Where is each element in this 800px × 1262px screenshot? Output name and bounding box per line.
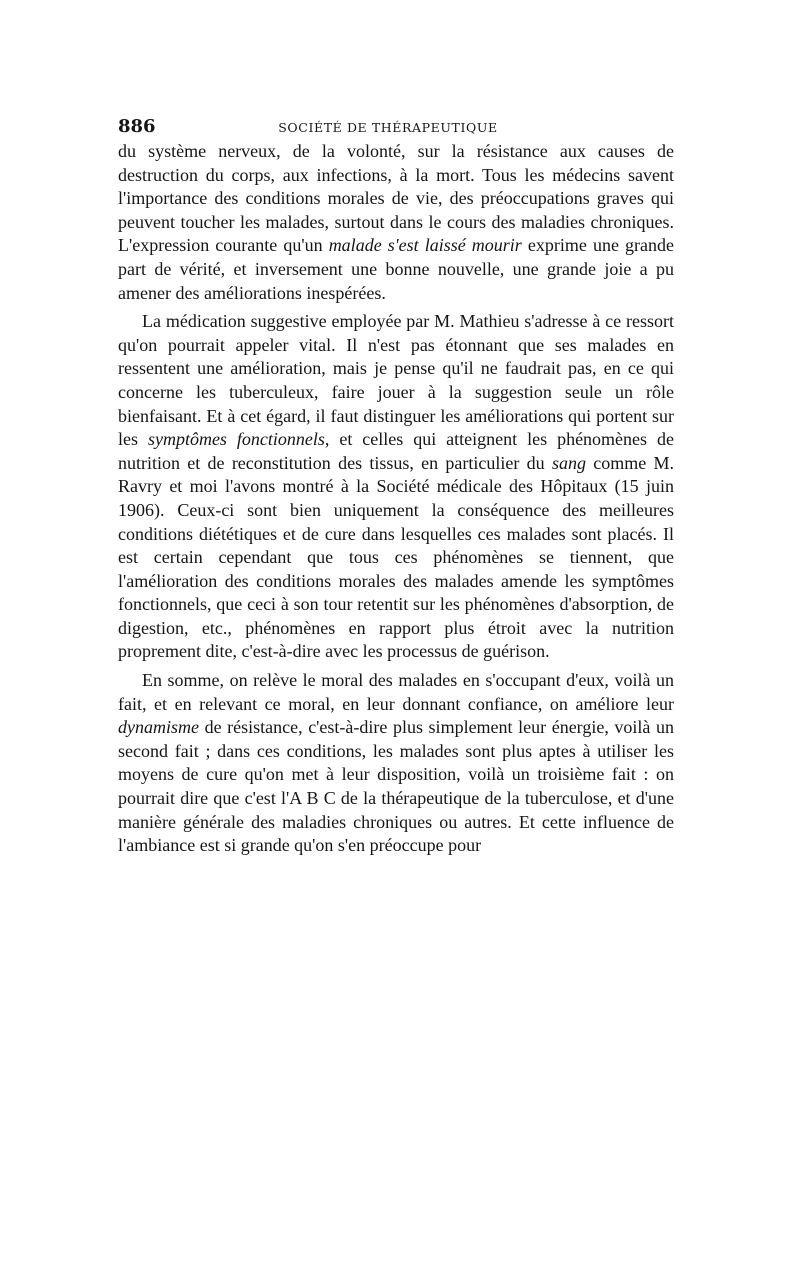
italic-word: dynamisme (118, 717, 199, 738)
page-header (118, 116, 674, 140)
text-run: comme M. Ravry et moi l'avons montré à la Société médicale des Hôpitaux (15 juin 1906). Ceux-ci sont bien uniquement la conséquence des meilleures conditions diététiques et de cure dans lesquelles ces malades sont placés. Il est certain cependant que tous ces phénomènes se tiennent, que l'amélioration des conditions morales des malades amende les symptômes fonctionnels, que ceci à son tour retentit sur les phénomènes d'absorption, de digestion, etc., phénomènes en rapport plus étroit avec la nutrition proprement dite, c'est-à-dire avec les processus de guérison. (118, 452, 674, 662)
text-run: exprime une grande part de vérité, et inversement une bonne nouvelle, une grande joie a pu amener des améliorations inespérées. (118, 235, 674, 303)
text-run: de résistance, c'est-à-dire plus simplement leur énergie, voilà un second fait ; dans ces conditions, les malades sont plus aptes à utiliser les moyens de cure qu'on met à leur disposition, voilà un troisième fait : on pourrait dire que c'est l'A B C de la thérapeutique de la tuberculose, et d'une manière générale des maladies chroniques ou autres. Et cette influence de l'ambiance est si grande qu'on s'en préoccupe pour (118, 717, 674, 856)
italic-phrase: symptômes fonctionnels (147, 429, 325, 450)
paragraph-2 (118, 310, 674, 664)
italic-phrase: malade s'est laissé mourir (328, 235, 522, 256)
text-run: La médication suggestive employée par M. Mathieu s'adresse à ce ressort qu'on pourrait appeler vital. Il n'est pas étonnant que ses malades en ressentent une amélioration, mais je pense qu'il ne faudrait pas, en ce qui concerne les tuberculeux, faire jouer à la suggestion seule un rôle bienfaisant. Et à cet égard, il faut distinguer les améliorations qui portent sur les (118, 311, 674, 450)
italic-word: sang (551, 452, 586, 473)
paragraph-1 (118, 140, 674, 305)
paragraph-3 (118, 669, 674, 858)
text-run: En somme, on relève le moral des malades en s'occupant d'eux, voilà un fait, et en relevant ce moral, en leur donnant confiance, on améliore leur (118, 670, 674, 714)
running-title: SOCIÉTÉ DE THÉRAPEUTIQUE (278, 120, 498, 135)
page-number: 886 (118, 116, 156, 137)
text-run: , et celles qui atteignent les phénomènes de nutrition et de reconstitution des tissus, en particulier du (118, 429, 674, 473)
text-run: du système nerveux, de la volonté, sur la résistance aux causes de destruction du corps, aux infections, à la mort. Tous les médecins savent l'importance des conditions morales de vie, des préoccupations graves qui peuvent toucher les malades, surtout dans le cours des maladies chroniques. L'expression courante qu'un (118, 141, 674, 256)
body-text (118, 140, 674, 863)
